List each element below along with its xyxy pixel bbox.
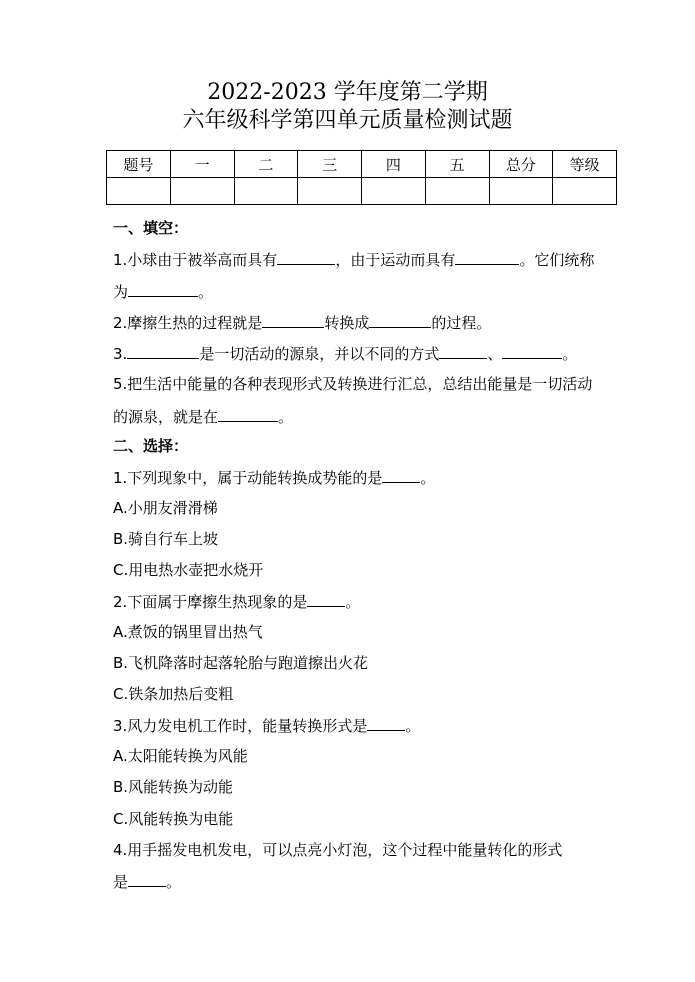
question-text: 的源泉，就是在 xyxy=(113,408,219,426)
fill-question-1-cont xyxy=(113,281,213,302)
question-text: 3. xyxy=(113,345,128,363)
answer-blank xyxy=(127,343,199,359)
score-value-cell xyxy=(170,178,234,205)
question-text: 。 xyxy=(278,408,294,426)
exam-title-line1: 2022-2023 学年度第二学期 xyxy=(207,80,488,105)
choice-option: A.煮饭的锅里冒出热气 xyxy=(113,623,263,641)
answer-blank xyxy=(369,312,431,328)
question-text: 。 xyxy=(420,469,436,487)
score-value-cell xyxy=(425,178,489,205)
question-text: 3.风力发电机工作时，能量转换形式是 xyxy=(113,717,368,735)
question-text: 2.下面属于摩擦生热现象的是 xyxy=(113,593,308,611)
score-header-cell: 题号 xyxy=(107,151,171,178)
score-table-value-row xyxy=(107,178,617,205)
answer-blank xyxy=(262,312,324,328)
section2-heading: 二、选择： xyxy=(113,437,189,455)
score-value-cell xyxy=(362,178,426,205)
question-text: 是 xyxy=(113,873,129,891)
question-text: 、 xyxy=(487,345,503,363)
score-value-cell xyxy=(234,178,298,205)
score-header-cell: 等级 xyxy=(553,151,617,178)
question-text: 1.小球由于被举高而具有 xyxy=(113,251,278,269)
question-text: 是一切活动的源泉，并以不同的方式 xyxy=(199,345,440,363)
score-header-cell: 二 xyxy=(234,151,298,178)
choice-option: B.飞机降落时起落轮胎与跑道擦出火花 xyxy=(113,654,369,672)
question-text: 。 xyxy=(405,717,421,735)
answer-blank xyxy=(439,343,487,359)
score-header-cell: 总分 xyxy=(489,151,553,178)
question-text: ，由于运动而具有 xyxy=(335,251,456,269)
question-text: 的过程。 xyxy=(431,314,492,332)
question-text: 为 xyxy=(113,283,129,301)
score-value-cell xyxy=(553,178,617,205)
choice-option: A.太阳能转换为风能 xyxy=(113,747,248,765)
score-header-cell: 一 xyxy=(170,151,234,178)
answer-blank xyxy=(128,871,166,887)
fill-question-3 xyxy=(113,343,577,364)
fill-question-2 xyxy=(113,312,491,333)
question-text: 。它们统称 xyxy=(519,251,595,269)
question-text: 。 xyxy=(166,873,182,891)
score-value-cell xyxy=(298,178,362,205)
choice-option: C.铁条加热后变粗 xyxy=(113,685,234,703)
choice-option: A.小朋友滑滑梯 xyxy=(113,499,218,517)
answer-blank xyxy=(307,591,345,607)
fill-question-5-cont xyxy=(113,406,293,427)
choice-option: C.风能转换为电能 xyxy=(113,810,234,828)
answer-blank xyxy=(455,249,519,265)
question-text: 。 xyxy=(198,283,214,301)
fill-question-1 xyxy=(113,249,594,270)
question-text: 1.下列现象中，属于动能转换成势能的是 xyxy=(113,469,383,487)
score-table xyxy=(106,150,617,205)
choice-option: C.用电热水壶把水烧开 xyxy=(113,561,264,579)
choice-question-4-cont xyxy=(113,871,181,892)
choice-question-4: 4.用手摇发电机发电，可以点亮小灯泡，这个过程中能量转化的形式 xyxy=(113,841,563,859)
choice-option: B.骑自行车上坡 xyxy=(113,530,219,548)
score-header-cell: 四 xyxy=(362,151,426,178)
answer-blank xyxy=(502,343,562,359)
question-text: 。 xyxy=(345,593,361,611)
question-text: 。 xyxy=(562,345,578,363)
score-table-header-row xyxy=(107,151,617,178)
question-text: 转换成 xyxy=(324,314,370,332)
choice-option: B.风能转换为动能 xyxy=(113,778,234,796)
answer-blank xyxy=(218,406,278,422)
answer-blank xyxy=(367,715,405,731)
answer-blank xyxy=(128,281,198,297)
choice-question-3 xyxy=(113,715,420,736)
exam-title-line2: 六年级科学第四单元质量检测试题 xyxy=(182,108,513,133)
section1-heading: 一、填空： xyxy=(113,219,189,237)
question-text: 2.摩擦生热的过程就是 xyxy=(113,314,263,332)
score-value-cell xyxy=(107,178,171,205)
fill-question-5: 5.把生活中能量的各种表现形式及转换进行汇总，总结出能量是一切活动 xyxy=(113,375,593,393)
score-header-cell: 三 xyxy=(298,151,362,178)
answer-blank xyxy=(382,467,420,483)
choice-question-1 xyxy=(113,467,435,488)
answer-blank xyxy=(277,249,335,265)
score-header-cell: 五 xyxy=(425,151,489,178)
choice-question-2 xyxy=(113,591,360,612)
score-value-cell xyxy=(489,178,553,205)
